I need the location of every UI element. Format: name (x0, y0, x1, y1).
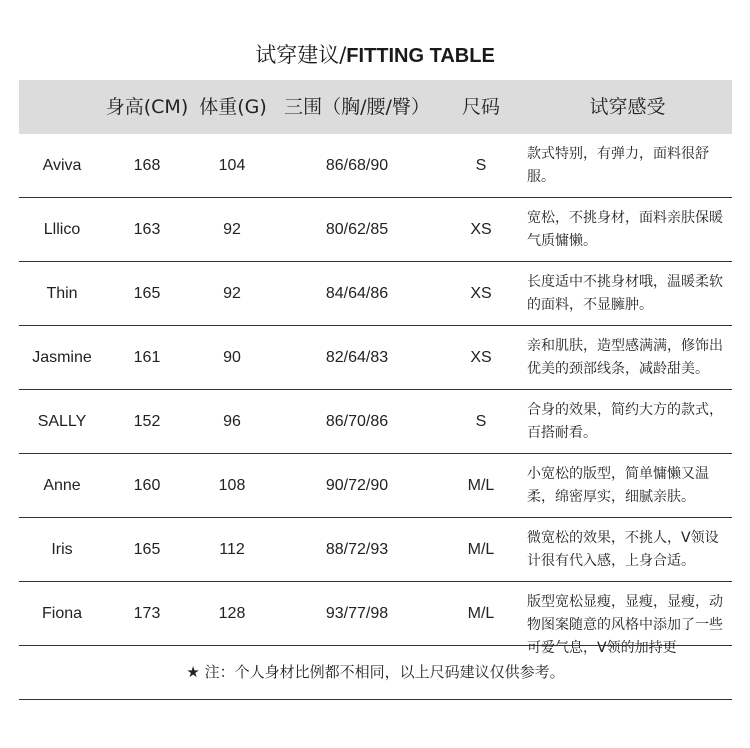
model-weight: 92 (223, 221, 241, 238)
header-size: 尺码 (461, 96, 500, 118)
model-name: Aviva (42, 157, 82, 174)
model-size: XS (470, 285, 492, 302)
model-weight: 112 (219, 541, 245, 558)
model-feedback: 款式特别，有弹力，面料很舒服。 (527, 146, 709, 185)
model-feedback: 亲和肌肤，造型感满满，修饰出优美的颈部线条，减龄甜美。 (527, 338, 723, 377)
title-zh: 试穿建议/ (255, 43, 347, 67)
model-measurements: 80/62/85 (325, 221, 389, 238)
title-en: FITTING TABLE (346, 45, 495, 67)
model-measurements: 93/77/98 (325, 605, 389, 622)
table-row (19, 390, 732, 454)
table-row (19, 198, 732, 262)
fitting-table (19, 80, 732, 700)
model-feedback: 合身的效果，简约大方的款式，百搭耐看。 (527, 402, 723, 441)
model-feedback: 长度适中不挑身材哦，温暖柔软的面料，不显臃肿。 (527, 274, 723, 313)
model-measurements: 84/64/86 (325, 285, 389, 302)
model-weight: 92 (223, 285, 241, 302)
table-row (19, 518, 732, 582)
model-size: XS (470, 221, 492, 238)
model-measurements: 86/68/90 (325, 157, 389, 174)
model-name: SALLY (37, 413, 87, 430)
footnote: ★ 注：个人身材比例都不相同，以上尺码建议仅供参考。 (186, 663, 565, 681)
model-size: M/L (467, 605, 495, 622)
model-size: S (475, 157, 487, 174)
table-row (19, 326, 732, 390)
model-height: 165 (133, 285, 161, 302)
model-weight: 108 (218, 477, 246, 494)
model-measurements: 88/72/93 (325, 541, 389, 558)
model-height: 165 (133, 541, 161, 558)
model-measurements: 86/70/86 (325, 413, 389, 430)
model-feedback: 版型宽松显瘦，显瘦，显瘦，动物图案随意的风格中添加了一些可爱气息，V领的加持更 (527, 594, 723, 656)
model-weight: 96 (223, 413, 241, 430)
table-row (19, 454, 732, 518)
header-name (19, 80, 105, 134)
model-size: M/L (467, 477, 495, 494)
model-measurements: 82/64/83 (325, 349, 389, 366)
table-row (19, 134, 732, 198)
table-footer (19, 646, 732, 700)
header-measurements: 三围（胸/腰/臀） (284, 96, 430, 118)
model-size: S (475, 413, 487, 430)
model-measurements: 90/72/90 (325, 477, 389, 494)
model-size: XS (470, 349, 492, 366)
model-height: 160 (133, 477, 161, 494)
model-height: 161 (133, 349, 161, 366)
model-name: Thin (46, 285, 78, 302)
model-name: Iris (51, 541, 73, 558)
model-name: Anne (43, 477, 81, 494)
header-height: 身高(CM) (105, 96, 189, 118)
model-name: Lllico (43, 221, 81, 238)
table-header (19, 80, 732, 134)
header-weight: 体重(G) (199, 96, 267, 118)
page-title (0, 38, 750, 72)
model-feedback: 宽松，不挑身材，面料亲肤保暖气质慵懒。 (527, 210, 723, 249)
model-weight: 128 (218, 605, 246, 622)
table-row (19, 582, 732, 656)
model-size: M/L (467, 541, 495, 558)
model-weight: 104 (218, 157, 246, 174)
model-height: 168 (133, 157, 161, 174)
model-height: 173 (133, 605, 161, 622)
model-height: 163 (133, 221, 161, 238)
table-row (19, 262, 732, 326)
model-name: Jasmine (32, 349, 92, 366)
model-feedback: 小宽松的版型，简单慵懒又温柔，绵密厚实，细腻亲肤。 (527, 466, 709, 505)
header-feedback: 试穿感受 (589, 96, 666, 118)
model-feedback: 微宽松的效果，不挑人，V领设计很有代入感，上身合适。 (527, 530, 719, 569)
model-name: Fiona (41, 605, 83, 622)
model-height: 152 (133, 413, 161, 430)
model-weight: 90 (223, 349, 241, 366)
